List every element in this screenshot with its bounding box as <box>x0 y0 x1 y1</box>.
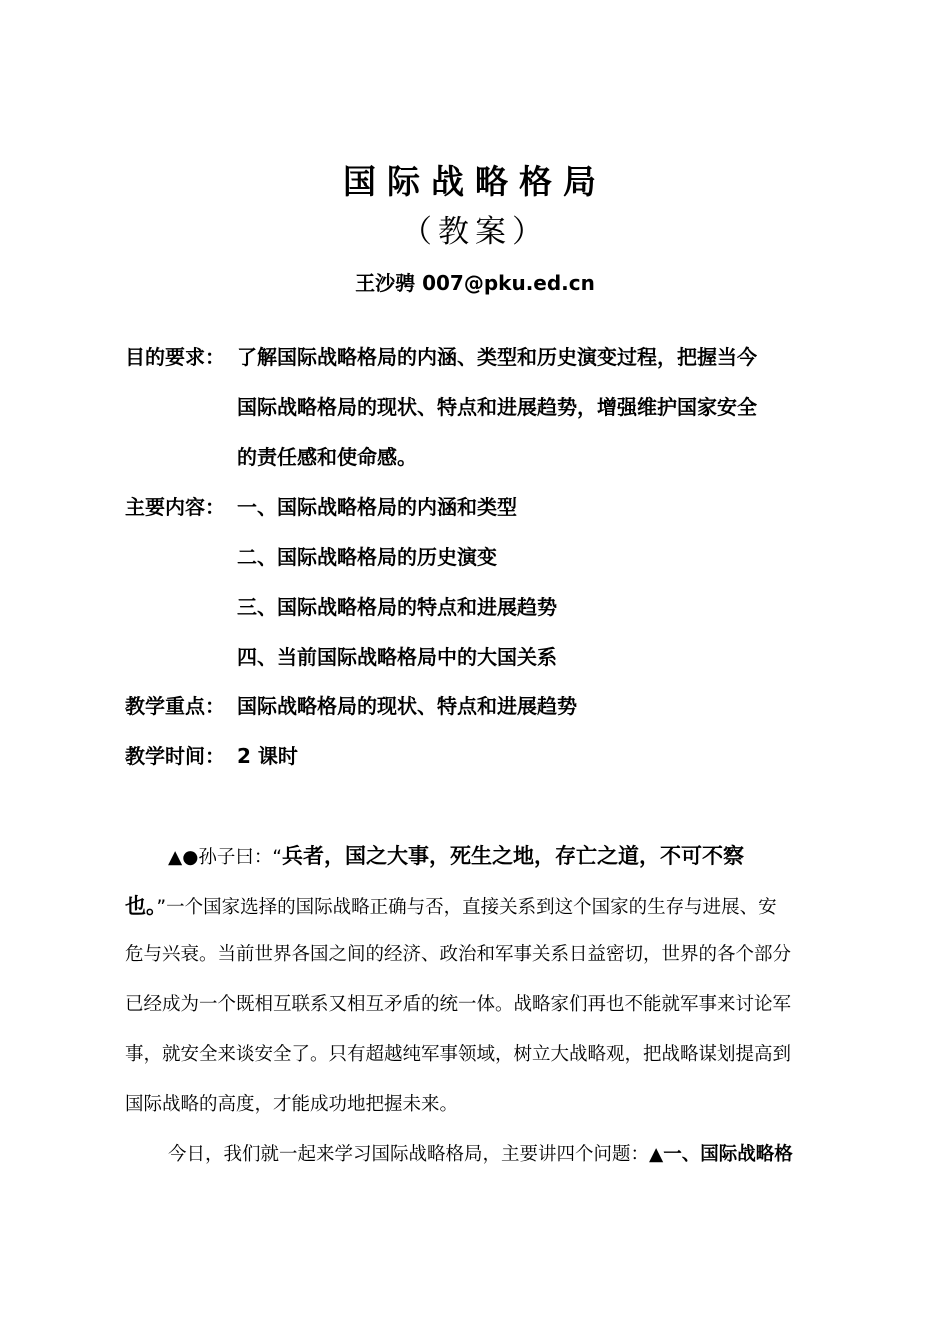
paragraph-line: 危与兴衰。当前世界各国之间的经济、政治和军事关系日益密切，世界的各个部分 <box>125 944 792 965</box>
main-content-item: 一、国际战略格局的内涵和类型 <box>237 495 517 519</box>
key-point-label: 教学重点： <box>125 694 225 718</box>
main-content-label: 主要内容： <box>125 495 225 519</box>
objectives-line: 的责任感和使命感。 <box>237 445 417 469</box>
quote-bold: 也。 <box>125 894 157 918</box>
paragraph-line: 事，就安全来谈安全了。只有超越纯军事领域，树立大战略观，把战略谋划提高到 <box>125 1044 792 1065</box>
key-point-value: 国际战略格局的现状、特点和进展趋势 <box>237 694 577 718</box>
objectives-label: 目的要求： <box>125 345 225 369</box>
quote-bold: 兵者，国之大事，死生之地，存亡之道，不可不察 <box>281 844 744 868</box>
document-title: 国际战略格局 <box>343 162 607 201</box>
key-point-row <box>125 691 577 721</box>
teaching-time-label: 教学时间： <box>125 744 225 768</box>
section-heading-start: ▲一、国际战略格 <box>649 1144 793 1165</box>
paragraph-line <box>168 1140 868 1170</box>
objectives-row <box>125 342 757 372</box>
document-subtitle: （教案） <box>401 214 549 250</box>
paragraph-line <box>125 891 825 923</box>
paragraph-line: 已经成为一个既相互联系又相互矛盾的统一体。战略家们再也不能就军事来讨论军 <box>125 994 792 1015</box>
teaching-time-value: 2 课时 <box>237 744 298 768</box>
objectives-line: 了解国际战略格局的内涵、类型和历史演变过程，把握当今 <box>237 345 757 369</box>
objectives-line: 国际战略格局的现状、特点和进展趋势，增强维护国家安全 <box>237 395 757 419</box>
main-content-item: 二、国际战略格局的历史演变 <box>237 545 497 569</box>
paragraph-text: 今日，我们就一起来学习国际战略格局，主要讲四个问题： <box>168 1144 650 1165</box>
main-content-item: 三、国际战略格局的特点和进展趋势 <box>237 595 557 619</box>
paragraph-line <box>168 841 868 873</box>
main-content-item: 四、当前国际战略格局中的大国关系 <box>237 645 557 669</box>
author-line: 王沙骋 007@pku.ed.cn <box>355 271 595 295</box>
main-content-row <box>125 492 517 522</box>
teaching-time-row <box>125 741 298 771</box>
paragraph-text: ”一个国家选择的国际战略正确与否，直接关系到这个国家的生存与进展、安 <box>156 897 777 918</box>
paragraph-line: 国际战略的高度，才能成功地把握未来。 <box>125 1094 459 1115</box>
quote-lead: ▲●孙子曰：“ <box>168 847 282 868</box>
